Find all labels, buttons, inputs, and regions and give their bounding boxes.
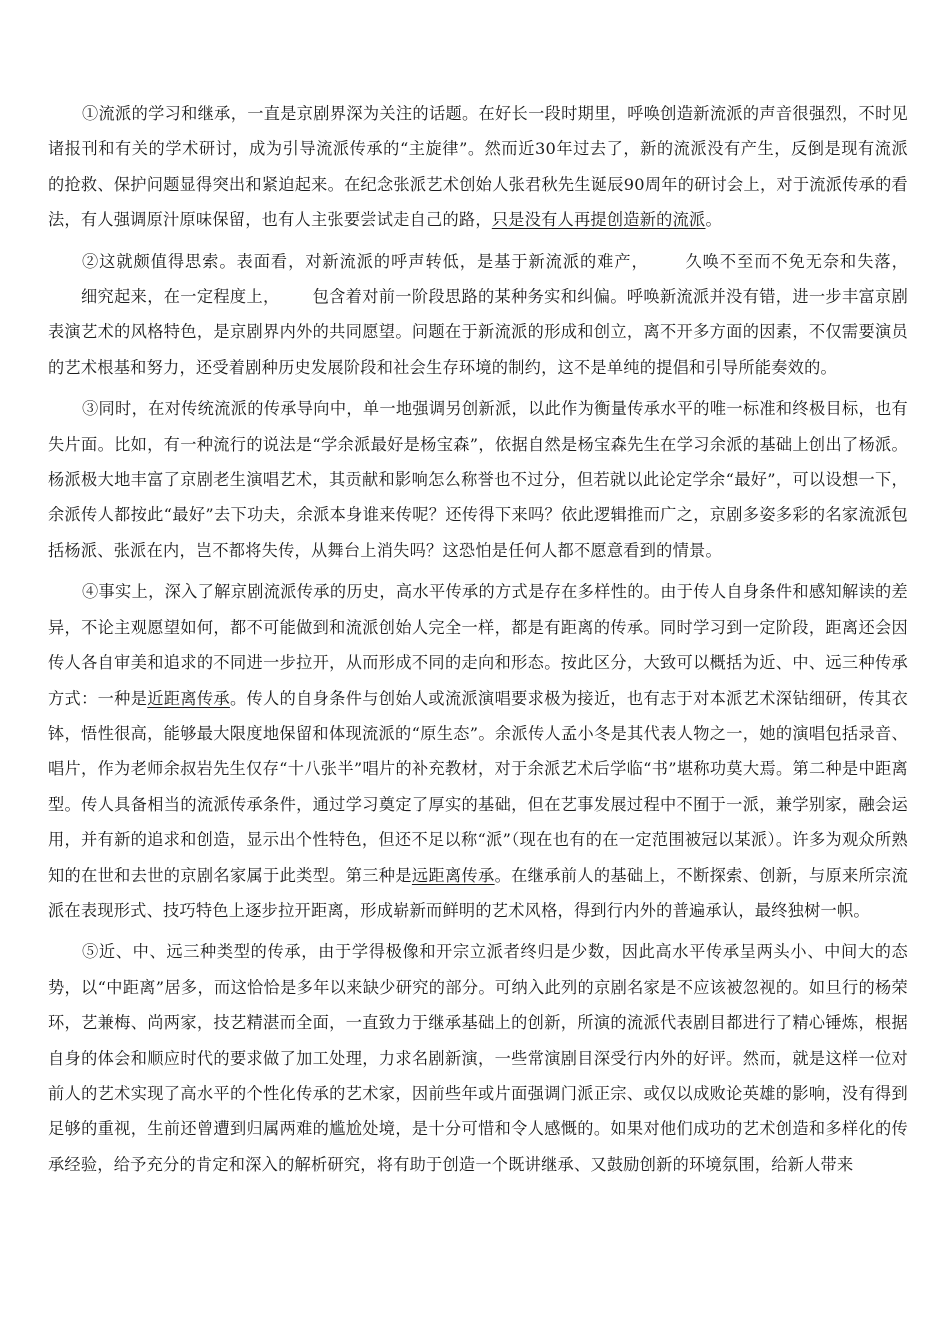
paragraph-3 <box>48 391 908 568</box>
underlined-phrase-far-distance: 远距离传承 <box>411 865 495 885</box>
underlined-phrase-near-distance: 近距离传承 <box>147 688 230 708</box>
paragraph-2 <box>48 244 908 386</box>
blank-gap-1 <box>649 252 686 271</box>
paragraph-2-text-c: 细究起来，在一定程度上， <box>81 287 280 307</box>
paragraph-4 <box>48 574 908 928</box>
paragraph-1-text-b: 。 <box>705 210 722 230</box>
paragraph-3-text: ③同时，在对传统流派的传承导向中，单一地强调另创新派，以此作为衡量传承水平的唯一标准和终极目标，也有失片面。比如，有一种流行的说法是“学余派最好是杨宝森”，依据自然是杨宝森先生在学习余派的基础上创出了杨派。杨派极大地丰富了京剧老生演唱艺术，其贡献和影响怎么称誉也不过分，但若就以此论定学余“最好”，可以设想一下，余派传人都按此“最好”去下功夫，余派本身谁来传呢？还传得下来吗？依此逻辑推而广之，京剧多姿多彩的名家流派包括杨派、张派在内，岂不都将失传，从舞台上消失吗？这恐怕是任何人都不愿意看到的情景。 <box>48 399 908 560</box>
paragraph-4-text-b: 。传人的自身条件与创始人或流派演唱要求极为接近，也有志于对本派艺术深钻细研，传其衣钵，悟性很高，能够最大限度地保留和体现流派的“原生态”。余派传人孟小冬是其代表人物之一，她的演唱包括录音、唱片，作为老师余叔岩先生仅存“十八张半”唱片的补充教材，对于余派艺术后学临“书”堪称功莫大焉。第二种是中距离型。传人具备相当的流派传承条件，通过学习奠定了厚实的基础，但在艺事发展过程中不囿于一派，兼学别家，融会运用，并有新的追求和创造，显示出个性特色，但还不足以称“派”（现在也有的在一定范围被冠以某派）。许多为观众所熟知的在世和去世的京剧名家属于此类型。第三种是 <box>48 688 909 885</box>
paragraph-1-text-a: ①流派的学习和继承，一直是京剧界深为关注的话题。在好长一段时期里，呼唤创造新流派的声音很强烈，不时见诸报刊和有关的学术研讨，成为引导流派传承的“主旋律”。然而近30年过去了，新的流派没有产生，反倒是现有流派的抢救、保护问题显得突出和紧迫起来。在纪念张派艺术创始人张君秋先生诞辰90周年的研讨会上，对于流派传承的看法，有人强调原汁原味保留，也有人主张要尝试走自己的路， <box>48 104 908 230</box>
article-body <box>48 96 908 1182</box>
paragraph-5 <box>48 934 908 1182</box>
blank-gap-3 <box>280 287 313 306</box>
paragraph-2-text-b: 久唤不至而不免无奈和失落， <box>685 251 909 271</box>
underlined-phrase-no-new-school: 只是没有人再提创造新的流派 <box>491 210 706 230</box>
blank-gap-2 <box>48 287 81 306</box>
paragraph-2-text-d: 包含着对前一阶段思路的某种务实和纠偏。呼唤新流派并没有错，进一步丰富京剧表演艺术的风格特色，是京剧界内外的共同愿望。问题在于新流派的形成和创立，离不开多方面的因素，不仅需要演员的艺术根基和努力，还受着剧种历史发展阶段和社会生存环境的制约，这不是单纯的提倡和引导所能奏效的。 <box>48 287 909 377</box>
paragraph-2-text-a: ②这就颇值得思索。表面看，对新流派的呼声转低，是基于新流派的难产， <box>82 251 649 271</box>
paragraph-1 <box>48 96 908 238</box>
paragraph-4-text-c: 。在继承前人的基础上，不断探索、创新，与原来所宗流派在表现形式、技巧特色上逐步拉开距离，形成崭新而鲜明的艺术风格，得到行内外的普遍承认，最终独树一帜。 <box>48 865 909 920</box>
paragraph-4-text-a: ④事实上，深入了解京剧流派传承的历史，高水平传承的方式是存在多样性的。由于传人自身条件和感知解读的差异，不论主观愿望如何，都不可能做到和流派创始人完全一样，都是有距离的传承。同时学习到一定阶段，距离还会因传人各自审美和追求的不同进一步拉开，从而形成不同的走向和形态。按此区分，大致可以概括为近、中、远三种传承方式：一种是 <box>48 582 908 708</box>
paragraph-5-text: ⑤近、中、远三种类型的传承，由于学得极像和开宗立派者终归是少数，因此高水平传承呈两头小、中间大的态势，以“中距离”居多，而这恰恰是多年以来缺少研究的部分。可纳入此列的京剧名家是不应该被忽视的。如旦行的杨荣环，艺兼梅、尚两家，技艺精湛而全面，一直致力于继承基础上的创新，所演的流派代表剧目都进行了精心锤炼，根据自身的体会和顺应时代的要求做了加工处理，力求名剧新演，一些常演剧目深受行内外的好评。然而，就是这样一位对前人的艺术实现了高水平的个性化传承的艺术家，因前些年或片面强调门派正宗、或仅以成败论英雄的影响，没有得到足够的重视，生前还曾遭到归属两难的尴尬处境，是十分可惜和令人感慨的。如果对他们成功的艺术创造和多样化的传承经验，给予充分的肯定和深入的解析研究，将有助于创造一个既讲继承、又鼓励创新的环境氛围，给新人带来 <box>48 942 908 1174</box>
